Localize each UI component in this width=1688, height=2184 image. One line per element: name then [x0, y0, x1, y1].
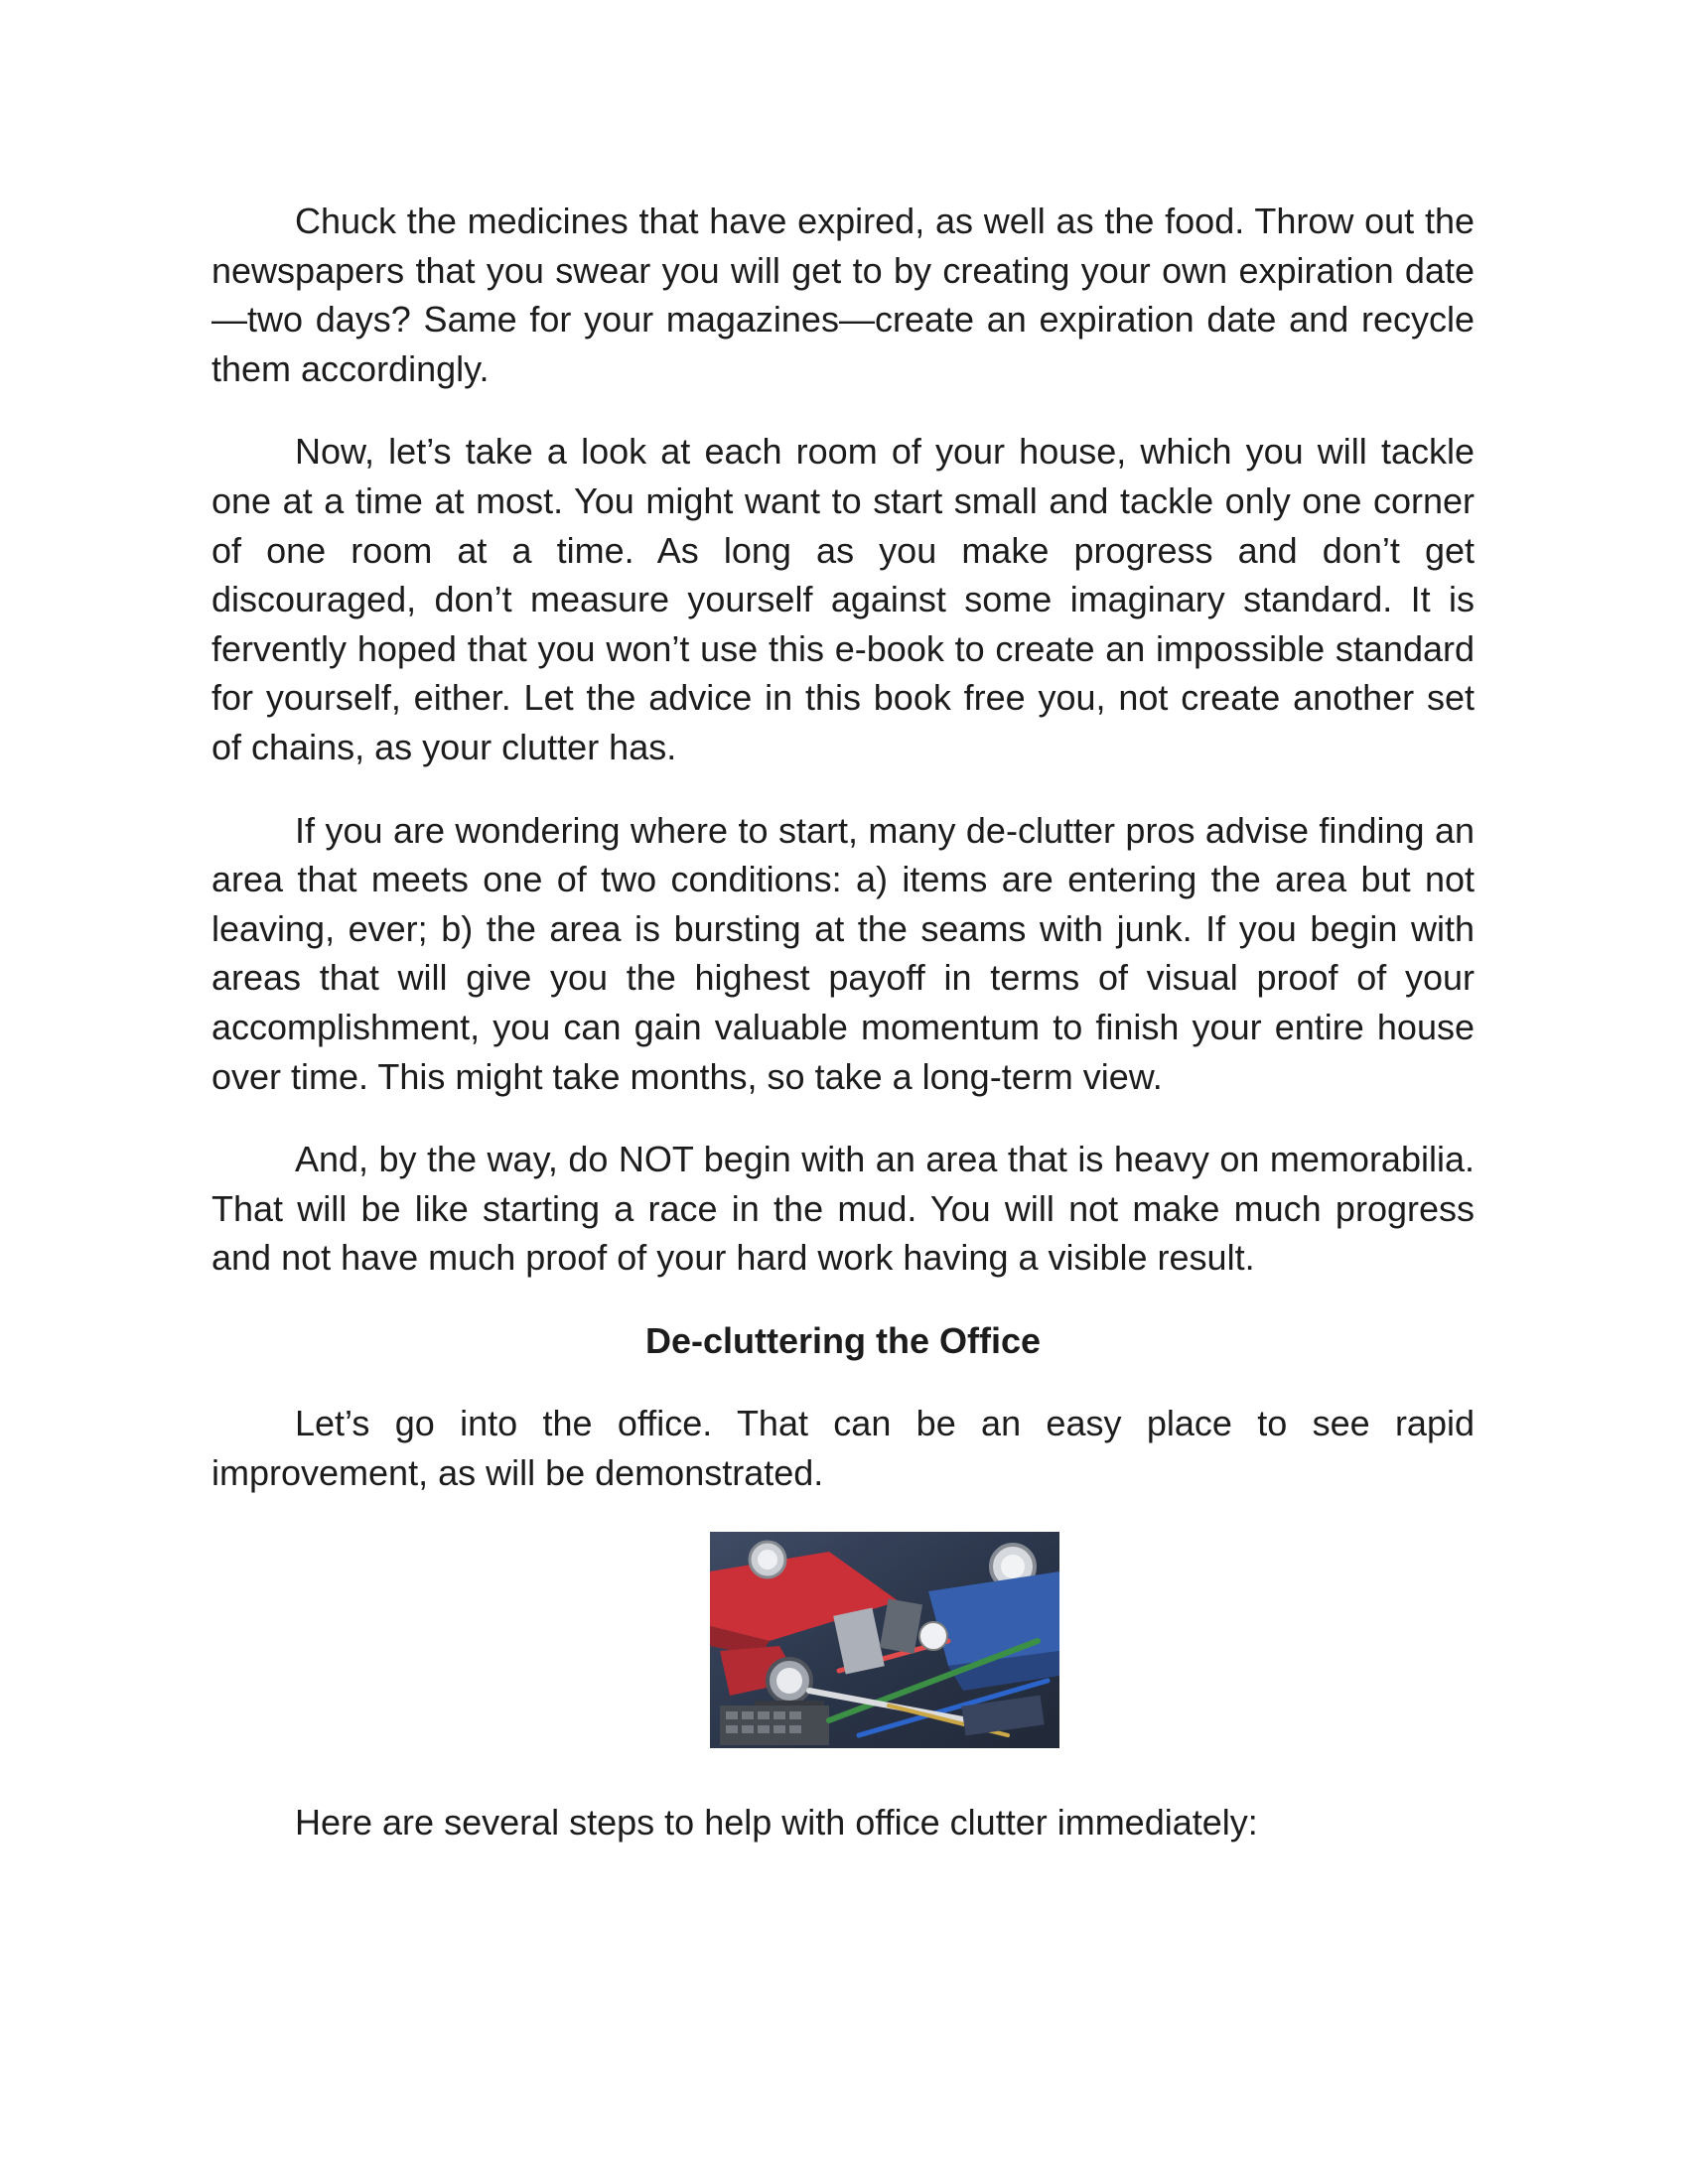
- figure: [211, 1532, 1475, 1750]
- paragraph-where-to-start: If you are wondering where to start, many de-clutter pros advise finding an area that meets one of two conditions: a) items are entering the area but not leaving, ever; b) the area is bursting at the seams with junk. If you begin with areas that will give you the highest payoff in terms of visual proof of your accomplishment, you can gain valuable momentum to finish your entire house over time. This might take months, so take a long-term view.: [211, 809, 1475, 1097]
- paragraph-expired-items: Chuck the medicines that have expired, as well as the food. Throw out the newspapers that you swear you will get to by creating your own expiration date—two days? Same for your magazines—create an expiration date and recycle them accordingly.: [211, 201, 1475, 389]
- paragraph-room-by-room: Now, let’s take a look at each room of your house, which you will tackle one at a time at most. You might want to start small and tackle only one corner of one room at a time. As long as you make progress and don’t get discouraged, don’t measure yourself against some imaginary standard. It is fervently hoped that you won’t use this e-book to create an impossible standard for yourself, either. Let the advice in this book free you, not create another set of chains, as your clutter has.: [211, 431, 1475, 767]
- cluttered-desk-photo: [710, 1532, 1059, 1748]
- paragraph-memorabilia-warning: And, by the way, do NOT begin with an area that is heavy on memorabilia. That will be like starting a race in the mud. You will not make much progress and not have much proof of your hard work having a visible result.: [211, 1139, 1475, 1279]
- paragraph-steps-intro: Here are several steps to help with office clutter immediately:: [295, 1801, 1258, 1843]
- document-page: [211, 197, 1475, 1846]
- section-heading: De-cluttering the Office: [644, 1319, 1042, 1361]
- paragraph-office-intro: Let’s go into the office. That can be an easy place to see rapid improvement, as will be demonstrated.: [211, 1403, 1475, 1494]
